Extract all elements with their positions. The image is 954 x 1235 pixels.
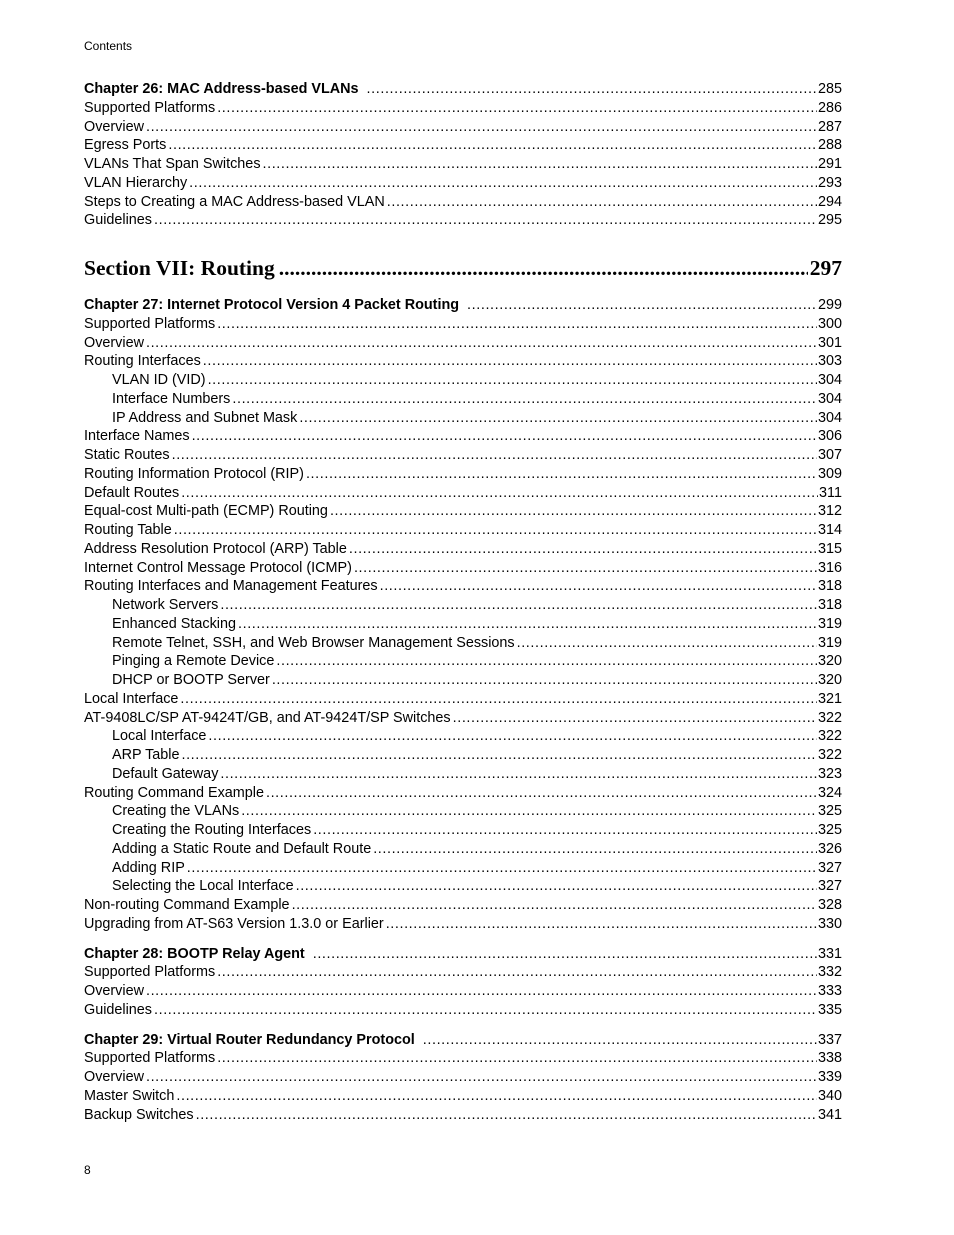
dot-leader (146, 334, 817, 353)
toc-entry-title: VLANs That Span Switches (84, 156, 261, 172)
dot-leader (292, 896, 817, 915)
toc-entry[interactable] (84, 802, 842, 821)
toc-entry-page: 335 (817, 1001, 842, 1018)
toc-entry[interactable] (84, 446, 842, 465)
toc-entry-title: Equal-cost Multi-path (ECMP) Routing (84, 503, 328, 520)
toc-entry-title: Egress Ports (84, 137, 167, 154)
toc-entry[interactable] (84, 427, 842, 446)
toc-entry-page: 304 (817, 390, 842, 407)
toc-entry[interactable] (84, 840, 842, 859)
toc-entry-page: 319 (817, 634, 842, 651)
toc-entry-page: 321 (817, 690, 842, 707)
dot-leader (187, 859, 817, 878)
toc-entry-page: 314 (817, 522, 842, 538)
toc-entry-page: 333 (817, 983, 842, 999)
dot-leader (146, 982, 817, 1001)
toc-entry[interactable] (84, 521, 842, 540)
toc-entry[interactable] (84, 690, 842, 709)
toc-entry[interactable] (84, 193, 842, 212)
toc-entry-page: 300 (817, 315, 842, 332)
toc-entry[interactable] (84, 155, 842, 174)
section-title: Section VII: Routing (84, 256, 275, 280)
toc-entry-title: Adding a Static Route and Default Route (112, 840, 372, 857)
toc-entry[interactable] (84, 982, 842, 1001)
dot-leader (386, 915, 817, 934)
toc-entry[interactable] (84, 896, 842, 915)
toc-entry-title: Interface Numbers (112, 390, 231, 407)
dot-leader (232, 390, 817, 409)
dot-leader (299, 409, 817, 428)
toc-entry-title: Overview (84, 118, 144, 135)
chapter-28-entries (84, 963, 842, 1019)
toc-entry-page: 325 (817, 822, 842, 838)
dot-leader (217, 1049, 817, 1068)
toc-entry-title: Creating the VLANs (112, 803, 240, 820)
chapter-page: 331 (817, 945, 842, 962)
chapter-title: Chapter 26: MAC Address-based VLANs (84, 81, 359, 97)
toc-entry[interactable] (84, 784, 842, 803)
toc-entry[interactable] (84, 465, 842, 484)
dot-leader (276, 652, 817, 671)
toc-entry-page: 307 (817, 447, 842, 463)
toc-entry[interactable] (84, 746, 842, 765)
toc-entry-page: 291 (817, 156, 842, 172)
dot-leader (241, 802, 817, 821)
toc-entry[interactable] (84, 1049, 842, 1068)
dot-leader (220, 596, 817, 615)
toc-entry-title: Routing Information Protocol (RIP) (84, 465, 304, 482)
toc-entry-page: 339 (817, 1069, 842, 1085)
toc-entry-page: 316 (817, 559, 842, 576)
dot-leader (172, 446, 817, 465)
toc-entry-title: Supported Platforms (84, 964, 216, 981)
section-vii-heading[interactable] (84, 253, 842, 283)
toc-entry-title: Overview (84, 334, 144, 351)
toc-entry[interactable] (84, 652, 842, 671)
toc-entry-title: Local Interface (84, 690, 179, 707)
toc-entry-title: Routing Interfaces and Management Features (84, 578, 378, 595)
toc-entry[interactable] (84, 118, 842, 137)
toc-entry[interactable] (84, 174, 842, 193)
toc-entry-page: 312 (817, 503, 842, 520)
toc-entry-page: 322 (817, 728, 842, 745)
toc-entry[interactable] (84, 136, 842, 155)
toc-entry-title: ARP Table (112, 747, 180, 763)
dot-leader (238, 615, 817, 634)
chapter-26-group (84, 80, 842, 230)
toc-entry-page: 332 (817, 964, 842, 981)
chapter-page: 299 (817, 297, 842, 313)
toc-entry[interactable] (84, 821, 842, 840)
dot-leader (154, 211, 817, 230)
toc-entry-title: Steps to Creating a MAC Address-based VLAN (84, 193, 385, 210)
toc-entry-page: 303 (817, 353, 842, 370)
toc-entry[interactable] (84, 1106, 842, 1125)
toc-entry[interactable] (84, 1068, 842, 1087)
toc-entry-page: 341 (817, 1106, 842, 1123)
toc-entry-title: Default Routes (84, 484, 180, 501)
toc-entry-page: 327 (817, 859, 842, 876)
toc-entry-page: 328 (817, 897, 842, 913)
toc-entry[interactable] (84, 859, 842, 878)
dot-leader (367, 80, 817, 99)
chapter-27-entries (84, 315, 842, 934)
table-of-contents (84, 80, 842, 1124)
toc-entry-title: IP Address and Subnet Mask (112, 409, 298, 426)
toc-entry[interactable] (84, 877, 842, 896)
chapter-29-group (84, 1031, 842, 1125)
toc-entry-page: 322 (817, 709, 842, 726)
toc-entry-title: Interface Names (84, 428, 190, 445)
dot-leader (387, 193, 817, 212)
toc-entry-title: Remote Telnet, SSH, and Web Browser Management Sessions (112, 634, 515, 651)
dot-leader (181, 484, 818, 503)
toc-entry-title: Supported Platforms (84, 1050, 216, 1067)
toc-entry[interactable] (84, 409, 842, 428)
toc-entry[interactable] (84, 709, 842, 728)
toc-entry-title: Enhanced Stacking (112, 615, 237, 632)
toc-entry-title: Adding RIP (112, 859, 185, 876)
toc-entry-title: AT-9408LC/SP AT-9424T/GB, and AT-9424T/SP Switches (84, 709, 451, 726)
toc-entry-page: 304 (817, 409, 842, 426)
toc-entry[interactable] (84, 99, 842, 118)
toc-entry-title: Upgrading from AT-S63 Version 1.3.0 or Earlier (84, 915, 384, 932)
toc-entry[interactable] (84, 502, 842, 521)
toc-entry[interactable] (84, 634, 842, 653)
toc-entry[interactable] (84, 596, 842, 615)
toc-entry[interactable] (84, 577, 842, 596)
chapter-27-heading[interactable] (84, 296, 842, 315)
toc-entry[interactable] (84, 1001, 842, 1020)
toc-entry-title: Address Resolution Protocol (ARP) Table (84, 540, 347, 557)
toc-entry-title: Routing Interfaces (84, 353, 201, 370)
toc-entry-title: Routing Table (84, 522, 172, 538)
dot-leader (330, 502, 817, 521)
toc-entry[interactable] (84, 671, 842, 690)
toc-entry-title: Default Gateway (112, 765, 219, 782)
toc-entry-page: 286 (817, 99, 842, 116)
dot-leader (313, 821, 817, 840)
toc-entry-title: Routing Command Example (84, 784, 264, 801)
toc-entry[interactable] (84, 765, 842, 784)
dot-leader (279, 253, 808, 283)
dot-leader (354, 559, 817, 578)
dot-leader (217, 963, 817, 982)
dot-leader (181, 746, 817, 765)
chapter-28-heading[interactable] (84, 945, 842, 964)
toc-entry-page: 315 (817, 540, 842, 557)
dot-leader (196, 1106, 817, 1125)
toc-entry-page: 338 (817, 1050, 842, 1067)
toc-entry-page: 293 (817, 174, 842, 191)
toc-entry-page: 309 (817, 465, 842, 482)
dot-leader (306, 465, 817, 484)
dot-leader (154, 1001, 817, 1020)
toc-entry[interactable] (84, 540, 842, 559)
dot-leader (203, 352, 817, 371)
dot-leader (349, 540, 817, 559)
dot-leader (208, 371, 817, 390)
toc-entry[interactable] (84, 315, 842, 334)
toc-entry-title: DHCP or BOOTP Server (112, 672, 270, 688)
dot-leader (263, 155, 817, 174)
toc-entry-title: Supported Platforms (84, 315, 216, 332)
dot-leader (517, 634, 817, 653)
toc-entry-title: Guidelines (84, 212, 152, 229)
toc-entry-title: Creating the Routing Interfaces (112, 822, 312, 838)
dot-leader (180, 690, 817, 709)
dot-leader (380, 577, 817, 596)
toc-entry[interactable] (84, 352, 842, 371)
toc-entry-title: Internet Control Message Protocol (ICMP) (84, 559, 352, 576)
toc-entry-title: Selecting the Local Interface (112, 878, 294, 895)
toc-entry-title: VLAN Hierarchy (84, 174, 188, 191)
toc-entry[interactable] (84, 963, 842, 982)
dot-leader (373, 840, 817, 859)
dot-leader (174, 521, 817, 540)
dot-leader (146, 1068, 817, 1087)
toc-entry-title: Master Switch (84, 1087, 175, 1104)
chapter-29-entries (84, 1049, 842, 1124)
toc-entry-page: 326 (817, 840, 842, 857)
toc-entry-title: Pinging a Remote Device (112, 653, 275, 670)
toc-entry-page: 319 (817, 615, 842, 632)
chapter-26-entries (84, 99, 842, 230)
toc-entry-title: Guidelines (84, 1001, 152, 1018)
dot-leader (220, 765, 817, 784)
page-number: 8 (84, 1163, 91, 1177)
toc-entry[interactable] (84, 727, 842, 746)
dot-leader (453, 709, 817, 728)
toc-entry-title: Static Routes (84, 447, 170, 463)
toc-entry[interactable] (84, 211, 842, 230)
toc-entry-title: Overview (84, 1069, 144, 1085)
dot-leader (296, 877, 817, 896)
toc-entry[interactable] (84, 484, 842, 503)
toc-entry-page: 304 (817, 372, 842, 388)
running-head: Contents (84, 39, 133, 53)
dot-leader (192, 427, 817, 446)
toc-entry-page: 323 (817, 765, 842, 782)
toc-entry-page: 322 (817, 747, 842, 763)
chapter-28-group (84, 945, 842, 1020)
toc-entry-page: 287 (817, 118, 842, 135)
toc-entry[interactable] (84, 371, 842, 390)
toc-entry-title: Local Interface (112, 728, 207, 745)
toc-entry[interactable] (84, 1087, 842, 1106)
toc-entry-page: 306 (817, 428, 842, 445)
chapter-27-group (84, 296, 842, 934)
toc-entry-page: 301 (817, 334, 842, 351)
toc-entry-page: 318 (817, 597, 842, 613)
chapter-title: Chapter 28: BOOTP Relay Agent (84, 945, 305, 962)
dot-leader (467, 296, 817, 315)
toc-entry-title: Overview (84, 983, 144, 999)
toc-entry-title: Supported Platforms (84, 99, 216, 116)
toc-entry-title: Network Servers (112, 597, 219, 613)
toc-entry-page: 320 (817, 672, 842, 688)
toc-entry-page: 327 (817, 878, 842, 895)
toc-entry[interactable] (84, 559, 842, 578)
dot-leader (168, 136, 817, 155)
chapter-29-heading[interactable] (84, 1031, 842, 1050)
dot-leader (217, 315, 817, 334)
toc-entry-title: VLAN ID (VID) (112, 372, 206, 388)
dot-leader (217, 99, 817, 118)
toc-entry[interactable] (84, 390, 842, 409)
toc-entry-page: 311 (819, 484, 842, 501)
toc-entry-page: 288 (817, 137, 842, 154)
toc-entry-page: 294 (817, 193, 842, 210)
toc-entry[interactable] (84, 615, 842, 634)
toc-entry-page: 318 (817, 578, 842, 595)
toc-entry-page: 320 (817, 653, 842, 670)
chapter-page: 337 (817, 1031, 842, 1048)
toc-entry[interactable] (84, 915, 842, 934)
dot-leader (313, 945, 817, 964)
toc-entry-page: 295 (817, 212, 842, 229)
dot-leader (189, 174, 817, 193)
chapter-title: Chapter 29: Virtual Router Redundancy Protocol (84, 1031, 415, 1048)
toc-entry-page: 324 (817, 784, 842, 801)
toc-entry-title: Backup Switches (84, 1106, 194, 1123)
dot-leader (272, 671, 817, 690)
chapter-26-heading[interactable] (84, 80, 842, 99)
dot-leader (176, 1087, 817, 1106)
dot-leader (423, 1031, 817, 1050)
toc-entry-page: 340 (817, 1087, 842, 1104)
dot-leader (146, 118, 817, 137)
section-page: 297 (809, 256, 842, 280)
chapter-title: Chapter 27: Internet Protocol Version 4 Packet Routing (84, 297, 460, 313)
toc-entry-title: Non-routing Command Example (84, 897, 290, 913)
toc-entry-page: 325 (817, 803, 842, 820)
dot-leader (208, 727, 817, 746)
toc-entry-page: 330 (817, 915, 842, 932)
chapter-page: 285 (817, 81, 842, 97)
dot-leader (266, 784, 817, 803)
toc-entry[interactable] (84, 334, 842, 353)
